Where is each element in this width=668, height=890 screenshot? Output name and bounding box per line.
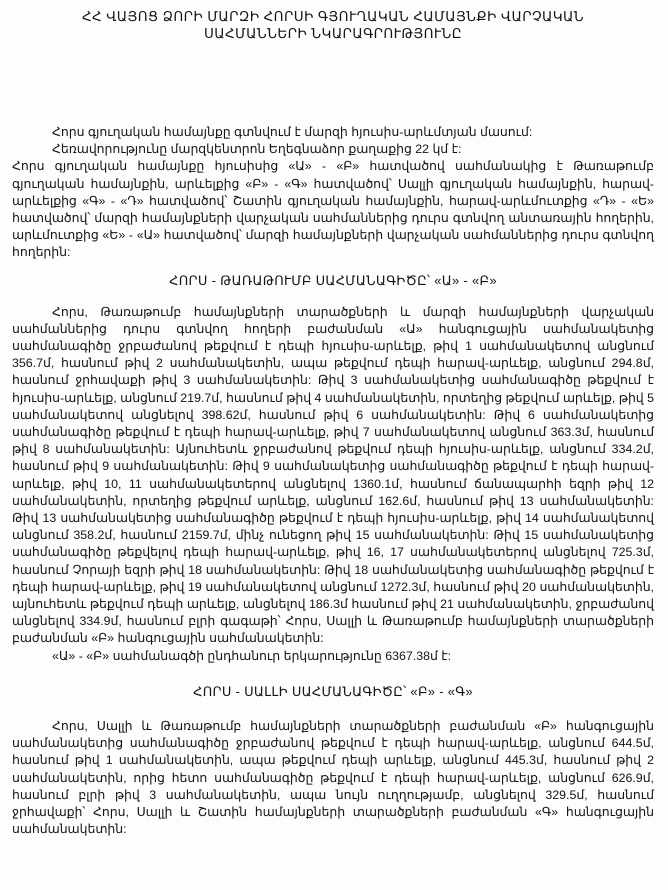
intro-distance: Հեռավորությունը մարզկենտրոն Եղեգնաձոր քաղաքից 22 կմ է: (52, 142, 462, 157)
document-title-line-1: ՀՀ ՎԱՅՈՑ ՁՈՐԻ ՄԱՐԶԻ ՀՈՐՍԻ ԳՅՈՒՂԱԿԱՆ ՀԱՄԱՅՆՔԻ ՎԱՐՉԱԿԱՆ (81, 9, 585, 24)
intro-borders: Հորս գյուղական համայնքը հյուսիսից «Ա» - «Բ» հատվածով սահմանակից է Թառաթումբ գյուղական համայնքին, արևելքից «Բ» - «Գ» հատվածով՝ Սալլի գյուղական համայնքին, հարավ-արևելքից «Գ» - «Դ» հատվածով՝ Շատին գյուղական համայնքին, հարավ-արևմուտքից «Դ» - «Ե» հատվածով՝ մարզի համայնքների վարչական սահմաններից դուրս գտնվող անտառային հողերին, արևմուտքից «Ե» - «Ա» հատվածով՝ մարզի համայնքների վարչական սահմաններից դուրս գտնվող հողերին: (12, 159, 654, 260)
section-1-heading: ՀՈՐՍ - ԹԱՌԱԹՈՒՄԲ ՍԱՀՄԱՆԱԳԻԾԸ՝ «Ա» - «Բ» (169, 272, 497, 288)
top-spacer (12, 42, 654, 124)
document-title-line-2: ՍԱՀՄԱՆՆԵՐԻ ՆԿԱՐԱԳՐՈՒԹՅՈՒՆԸ (203, 26, 463, 41)
section-2-body: Հորս, Սալլի և Թառաթումբ համայնքների տարածքների բաժանման «Բ» հանգուցային սահմանակետից սահմանագիծը ջրբաժանով թեքվում է դեպի հարավ-արևելք, անցնում 644.5մ, հասնում թիվ 1 սահմանակետին, ապա թեքվում դեպի արևելք, անցնում 445.3մ, հասնում թիվ 2 սահմանակետին, որից հետո սահմանագիծը թեքվում է դեպի հարավ-արևելք, անցնում 626.9մ, հասնում բլրի թիվ 3 սահմանակետին, ապա նույն ուղղությամբ, անցնելով 329.5մ, հասնում ջրհավաքի՝ Հորս, Սալլի և Շատին համայնքների տարածքների բաժանման «Գ» հանգուցային սահմանակետին: (12, 718, 654, 837)
intro-location: Հորս գյուղական համայնքը գտնվում է մարզի հյուսիս-արևմտյան մասում: (52, 125, 533, 139)
section-1-body: Հորս, Թառաթումբ համայնքների տարածքների և մարզի համայնքների վարչական սահմաններից դուրս գտնվող հողերի բաժանման «Ա» հանգուցային սահմանակետից սահմանագիծը ջրբաժանով թեքվում է դեպի հյուսիս-արևելք, թիվ 1 սահմանակետով անցնում 356.7մ, հասնում թիվ 2 սահմանակետին, ապա թեքվում դեպի հարավ-արևելք, անցնում 294.8մ, հասնում ջրհավաքի թիվ 3 սահմանակետին: Թիվ 3 սահմանակետից սահմանագիծը թեքվում է հյուսիս-արևելք, անցնում 219.7մ, հասնում թիվ 4 սահմանակետին, որտեղից թեքվում արևելք, թիվ 5 սահմանակետով անցնելով 398.62մ, հասնում թիվ 6 սահմանակետին: Թիվ 6 սահմանակետից սահմանագիծը թեքվում է դեպի հարավ-արևելք, թիվ 7 սահմանակետով անցնում 363.3մ, հասնում թիվ 8 սահմանակետին: Այնուհետև ջրբաժանով թեքվում դեպի հյուսիս-արևելք, անցնում 334.2մ, հասնում թիվ 9 սահմանակետին: Թիվ 9 սահմանակետից սահմանագիծը թեքվում է դեպի հարավ-արևելք, թիվ 10, 11 սահմանակետերով անցնելով 1360.1մ, հասնում ճանապարհի եզրի թիվ 12 սահմանակետին, որտեղից թեքվում արևելք, անցնում 162.6մ, հասնում թիվ 13 սահմանակետին: Թիվ 13 սահմանակետից սահմանագիծը թեքվում է դեպի հյուսիս-արևելք, թիվ 14 սահմանակետով անցնում 358.2մ, հասնում 2159.7մ, մինչ ունեցող թիվ 15 սահմանակետին: Թիվ 15 սահմանակետից սահմանագիծը թեքվելով դեպի հարավ-արևելք, թիվ 16, 17 սահմանակետերով անցնելով 725.3մ, հասնում Չորայի եզրի թիվ 18 սահմանակետին: Թիվ 18 սահմանակետից սահմանագիծը թեքվում է դեպի հարավ-արևելք, թիվ 19 սահմանակետով անցնում 1272.3մ, հասնում թիվ 20 սահմանակետին, այնուհետև թեքվում դեպի արևելք, անցնելով 186.3մ հասնում թիվ 21 սահմանակետին, ջրբաժանով անցնելով 334.9մ, հասնում բլրի գագաթի՝ Հորս, Սալլի և Թառաթումբ համայնքների տարածքների բաժանման «Բ» հանգուցային սահմանակետին: (12, 304, 654, 646)
section-2-heading: ՀՈՐՍ - ՍԱԼԼԻ ՍԱՀՄԱՆԱԳԻԾԸ՝ «Բ» - «Գ» (193, 683, 473, 699)
section-1-length: «Ա» - «Բ» սահմանագծի ընդհանուր երկարությունը 6367.38մ է: (52, 648, 452, 663)
